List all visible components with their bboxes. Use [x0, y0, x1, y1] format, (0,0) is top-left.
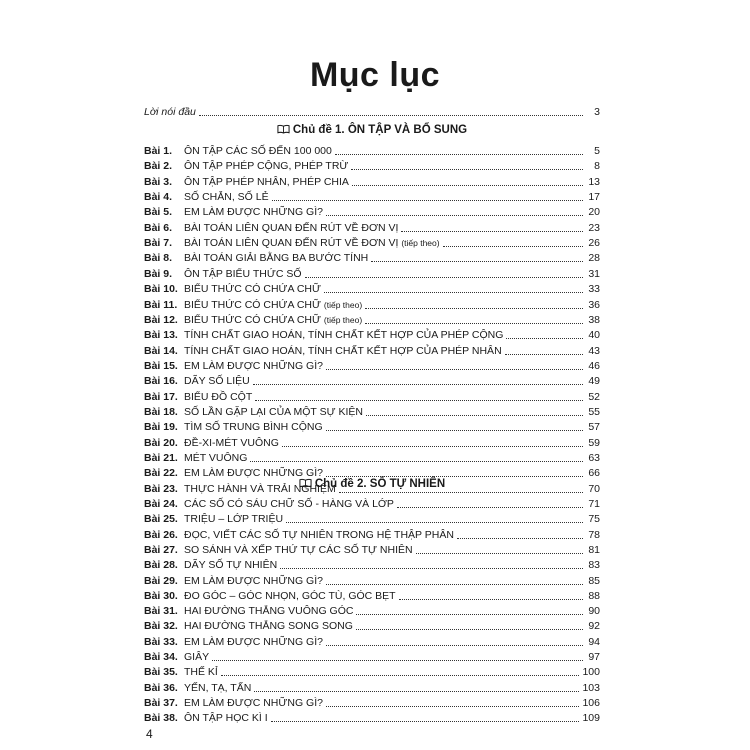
- lesson-page-number: 106: [582, 696, 600, 709]
- lesson-page-number: 46: [588, 359, 600, 372]
- lesson-title-text: THẾ KỈ: [184, 666, 218, 679]
- lesson-title-text: ÔN TẬP PHÉP CỘNG, PHÉP TRỪ: [184, 160, 349, 173]
- lesson-title-text: ÔN TẬP BIỂU THỨC SỐ: [184, 267, 302, 280]
- lesson-title: [184, 237, 440, 249]
- lesson-number: Bài 5.: [144, 206, 173, 219]
- lesson-title-text: BIỂU THỨC CÓ CHỨA CHỮ: [184, 298, 321, 311]
- toc-entry: [144, 603, 600, 617]
- toc-entry: [144, 680, 600, 694]
- lesson-title: [184, 345, 502, 357]
- lesson-number: Bài 33.: [144, 635, 178, 648]
- lesson-title-text: BIỂU ĐỒ CỘT: [184, 390, 253, 403]
- lesson-title-note: (tiếp theo): [323, 314, 363, 325]
- lesson-page-number: 13: [588, 175, 600, 188]
- dot-leader: [305, 277, 584, 278]
- lesson-title: [184, 697, 323, 709]
- dot-leader: [457, 538, 583, 539]
- lesson-title: [184, 176, 349, 188]
- lesson-page-number: 90: [588, 605, 600, 618]
- lesson-page-number: 57: [588, 421, 600, 434]
- lesson-title-text: BIỂU THỨC CÓ CHỨA CHỮ: [184, 313, 321, 326]
- lesson-page-number: 75: [588, 513, 600, 526]
- toc-entry: [144, 511, 600, 525]
- lesson-title-text: BÀI TOÁN LIÊN QUAN ĐẾN RÚT VỀ ĐƠN VỊ: [184, 237, 399, 250]
- toc-entry: [144, 220, 600, 234]
- section-heading-text: Chủ đề 2. SỐ TỰ NHIÊN: [314, 478, 446, 490]
- toc-entry: [144, 189, 600, 203]
- toc-entry: [144, 649, 600, 663]
- lesson-number: Bài 2.: [144, 160, 173, 173]
- lesson-title: [184, 636, 323, 648]
- lesson-title: [184, 682, 251, 694]
- dot-leader: [326, 706, 580, 707]
- lesson-page-number: 20: [588, 206, 600, 219]
- dot-leader: [399, 599, 583, 600]
- lesson-title: [184, 712, 268, 724]
- lesson-number: Bài 38.: [144, 712, 178, 725]
- lesson-title-text: MÉT VUÔNG: [184, 452, 248, 464]
- toc-entry: [144, 174, 600, 188]
- dot-leader: [401, 231, 583, 232]
- lesson-number: Bài 1.: [144, 145, 173, 157]
- lesson-title: [184, 620, 353, 632]
- lesson-title-text: ÔN TẬP PHÉP NHÂN, PHÉP CHIA: [184, 175, 349, 188]
- lesson-page-number: 66: [588, 467, 600, 480]
- dot-leader: [366, 415, 583, 416]
- lesson-page-number: 71: [588, 498, 600, 510]
- dot-leader: [356, 614, 583, 615]
- lesson-title: [184, 544, 413, 556]
- lesson-number: Bài 22.: [144, 467, 178, 480]
- lesson-page-number: 28: [588, 252, 600, 265]
- lesson-number: Bài 34.: [144, 651, 178, 663]
- lesson-title-text: ĐỀ-XI-MÉT VUÔNG: [184, 436, 279, 449]
- toc-entry: [144, 450, 600, 464]
- lesson-page-number: 81: [588, 543, 600, 556]
- toc-entry: [144, 358, 600, 372]
- lesson-title-text: BIỂU THỨC CÓ CHỨA CHỮ: [184, 283, 321, 296]
- lesson-title-note: (tiếp theo): [323, 299, 363, 310]
- lesson-number: Bài 12.: [144, 313, 178, 326]
- page-number: 4: [146, 727, 153, 741]
- lesson-title: [184, 437, 279, 449]
- toc-entry: [144, 250, 600, 264]
- lesson-page-number: 23: [588, 221, 600, 234]
- lesson-title: [184, 559, 277, 571]
- lesson-number: Bài 23.: [144, 482, 178, 495]
- toc-entry: [144, 435, 600, 449]
- lesson-title: [184, 406, 363, 418]
- lesson-page-number: 40: [588, 329, 600, 342]
- lesson-number: Bài 31.: [144, 605, 178, 618]
- lesson-title: [184, 206, 323, 218]
- lesson-number: Bài 28.: [144, 559, 178, 572]
- lesson-number: Bài 4.: [144, 191, 173, 204]
- dot-leader: [335, 154, 583, 155]
- toc-intro-page: 3: [594, 106, 600, 118]
- lesson-title-text: CÁC SỐ CÓ SÁU CHỮ SỐ - HÀNG VÀ LỚP: [184, 498, 394, 510]
- toc-entry: [144, 343, 600, 357]
- dot-leader: [326, 584, 583, 585]
- toc-entry: [144, 312, 600, 326]
- dot-leader: [356, 629, 583, 630]
- toc-entry: [144, 710, 600, 724]
- lesson-number: Bài 10.: [144, 283, 178, 296]
- toc-entry: [144, 664, 600, 678]
- lesson-title: [184, 498, 394, 510]
- lesson-title: [184, 666, 218, 678]
- dot-leader: [352, 185, 583, 186]
- toc-entry: [144, 235, 600, 249]
- toc-entry: [144, 297, 600, 311]
- lesson-title-text: EM LÀM ĐƯỢC NHỮNG GÌ?: [184, 467, 323, 480]
- lesson-page-number: 31: [588, 267, 600, 280]
- lesson-title: [184, 191, 269, 203]
- lesson-title: [184, 651, 209, 663]
- dot-leader: [326, 215, 583, 216]
- lesson-title: [184, 360, 323, 372]
- lesson-number: Bài 21.: [144, 452, 178, 464]
- lesson-page-number: 55: [588, 405, 600, 418]
- lesson-title-text: SỐ CHẴN, SỐ LẺ: [184, 191, 269, 204]
- lesson-number: Bài 19.: [144, 421, 178, 434]
- lesson-number: Bài 9.: [144, 267, 173, 280]
- lesson-title-text: SỐ LẦN GẶP LẠI CỦA MỘT SỰ KIỆN: [184, 405, 363, 418]
- toc-entry: [144, 695, 600, 709]
- dot-leader: [250, 461, 583, 462]
- dot-leader: [326, 430, 583, 431]
- lesson-title: [184, 513, 283, 525]
- lesson-page-number: 33: [588, 283, 600, 296]
- dot-leader: [271, 721, 580, 722]
- lesson-title-text: ĐO GÓC – GÓC NHỌN, GÓC TÙ, GÓC BẸT: [184, 589, 396, 602]
- lesson-title-text: TRIỆU – LỚP TRIỆU: [184, 513, 284, 526]
- lesson-title: [184, 575, 323, 587]
- dot-leader: [326, 645, 583, 646]
- toc-entry: [144, 327, 600, 341]
- toc-entry: [144, 634, 600, 648]
- section-heading: [144, 478, 600, 490]
- lesson-number: Bài 15.: [144, 359, 178, 372]
- toc-entry: [144, 618, 600, 632]
- lesson-page-number: 78: [588, 528, 600, 541]
- dot-leader: [324, 292, 583, 293]
- lesson-title-note: (tiếp theo): [401, 238, 440, 249]
- lesson-number: Bài 18.: [144, 405, 178, 418]
- open-book-icon: [277, 124, 290, 134]
- lesson-number: Bài 14.: [144, 344, 178, 357]
- lesson-title-text: DÃY SỐ LIỆU: [184, 375, 250, 388]
- lesson-page-number: 43: [588, 344, 600, 357]
- lesson-page-number: 100: [582, 666, 600, 679]
- lesson-title: [184, 160, 348, 172]
- lesson-number: Bài 30.: [144, 589, 178, 602]
- lesson-title: [184, 529, 454, 541]
- toc-entry: [144, 542, 600, 556]
- lesson-page-number: 85: [588, 574, 600, 587]
- lesson-page-number: 97: [588, 651, 600, 663]
- dot-leader: [280, 568, 583, 569]
- lesson-number: Bài 35.: [144, 666, 178, 679]
- toc-entry: [144, 158, 600, 172]
- page-title: Mục lục: [309, 56, 441, 94]
- lesson-number: Bài 7.: [144, 237, 173, 250]
- open-book-icon: [299, 478, 312, 488]
- lesson-title-text: DÃY SỐ TỰ NHIÊN: [184, 559, 278, 572]
- lesson-title: [184, 283, 321, 295]
- lesson-number: Bài 16.: [144, 375, 178, 388]
- lesson-number: Bài 36.: [144, 681, 178, 694]
- lesson-title: [184, 252, 368, 264]
- dot-leader: [397, 507, 583, 508]
- lesson-title-text: SO SÁNH VÀ XẾP THỨ TỰ CÁC SỐ TỰ NHIÊN: [184, 543, 413, 556]
- lesson-title: [184, 375, 250, 387]
- lesson-title-text: EM LÀM ĐƯỢC NHỮNG GÌ?: [184, 696, 323, 709]
- dot-leader: [505, 354, 583, 355]
- lesson-page-number: 109: [582, 712, 600, 725]
- lesson-number: Bài 29.: [144, 574, 178, 587]
- toc-entry: [144, 419, 600, 433]
- dot-leader: [253, 384, 583, 385]
- lesson-title-text: TÍNH CHẤT GIAO HOÁN, TÍNH CHẤT KẾT HỢP CỦA PHÉP CỘNG: [184, 329, 504, 342]
- dot-leader: [326, 369, 583, 370]
- lesson-page-number: 5: [594, 145, 600, 157]
- dot-leader: [371, 261, 583, 262]
- dot-leader: [221, 675, 580, 676]
- toc-entry: [144, 404, 600, 418]
- toc-entry: [144, 143, 600, 157]
- dot-leader: [254, 691, 579, 692]
- toc-entry: [144, 588, 600, 602]
- lesson-number: Bài 24.: [144, 498, 178, 510]
- lesson-title: [184, 590, 396, 602]
- dot-leader: [212, 660, 583, 661]
- dot-leader: [255, 400, 583, 401]
- lesson-title: [184, 314, 362, 326]
- lesson-title-text: YẾN, TẠ, TẤN: [184, 681, 252, 694]
- lesson-title: [184, 299, 362, 311]
- lesson-title-text: EM LÀM ĐƯỢC NHỮNG GÌ?: [184, 206, 323, 219]
- lesson-page-number: 83: [588, 559, 600, 572]
- lesson-title-text: HAI ĐƯỜNG THẲNG SONG SONG: [184, 620, 353, 633]
- lesson-page-number: 63: [588, 452, 600, 464]
- lesson-number: Bài 27.: [144, 543, 178, 556]
- lesson-title-text: EM LÀM ĐƯỢC NHỮNG GÌ?: [184, 635, 323, 648]
- lesson-number: Bài 11.: [144, 298, 178, 311]
- dot-leader: [506, 338, 583, 339]
- lesson-number: Bài 3.: [144, 175, 173, 188]
- lesson-number: Bài 13.: [144, 329, 178, 342]
- lesson-number: Bài 32.: [144, 620, 178, 633]
- toc-entry: [144, 373, 600, 387]
- lesson-title-text: ÔN TẬP CÁC SỐ ĐẾN 100 000: [184, 145, 332, 157]
- dot-leader: [286, 522, 583, 523]
- lesson-number: Bài 25.: [144, 513, 178, 526]
- toc-intro-label: Lời nói đầu: [144, 106, 196, 118]
- dot-leader: [199, 115, 583, 116]
- dot-leader: [365, 323, 583, 324]
- lesson-page-number: 94: [588, 635, 600, 648]
- lesson-title: [184, 605, 353, 617]
- lesson-number: Bài 8.: [144, 252, 173, 265]
- dot-leader: [339, 492, 583, 493]
- dot-leader: [351, 169, 583, 170]
- dot-leader: [282, 446, 583, 447]
- lesson-title: [184, 145, 332, 157]
- lesson-title-text: TÌM SỐ TRUNG BÌNH CỘNG: [184, 421, 323, 434]
- lesson-page-number: 59: [588, 436, 600, 449]
- lesson-title-text: EM LÀM ĐƯỢC NHỮNG GÌ?: [184, 574, 323, 587]
- lesson-number: Bài 37.: [144, 696, 178, 709]
- dot-leader: [272, 200, 583, 201]
- lesson-page-number: 36: [588, 298, 600, 311]
- lesson-number: Bài 26.: [144, 528, 178, 541]
- lesson-title: [184, 268, 302, 280]
- lesson-number: Bài 17.: [144, 390, 178, 403]
- toc-entry: [144, 204, 600, 218]
- section-heading: [144, 124, 600, 136]
- dot-leader: [365, 308, 583, 309]
- lesson-title-text: BÀI TOÁN LIÊN QUAN ĐẾN RÚT VỀ ĐƠN VỊ: [184, 221, 399, 234]
- toc-entry: [144, 389, 600, 403]
- lesson-page-number: 92: [588, 620, 600, 633]
- lesson-number: Bài 20.: [144, 436, 178, 449]
- lesson-title-text: TÍNH CHẤT GIAO HOÁN, TÍNH CHẤT KẾT HỢP CỦA PHÉP NHÂN: [184, 344, 502, 357]
- dot-leader: [416, 553, 583, 554]
- lesson-title-text: THỰC HÀNH VÀ TRẢI NGHIỆM: [184, 482, 336, 495]
- toc-entry: [144, 281, 600, 295]
- lesson-title-text: HAI ĐƯỜNG THẲNG VUÔNG GÓC: [184, 605, 354, 618]
- lesson-title: [184, 391, 252, 403]
- lesson-title: [184, 421, 323, 433]
- lesson-page-number: 49: [588, 375, 600, 388]
- lesson-page-number: 8: [594, 160, 600, 173]
- lesson-title: [184, 222, 398, 234]
- lesson-title-text: ÔN TẬP HỌC KÌ I: [184, 712, 268, 725]
- toc-entry: [144, 573, 600, 587]
- section-heading-text: Chủ đề 1. ÔN TẬP VÀ BỔ SUNG: [292, 124, 468, 136]
- toc-entry: [144, 496, 600, 510]
- lesson-page-number: 103: [582, 681, 600, 694]
- lesson-page-number: 70: [588, 482, 600, 495]
- lesson-title-text: BÀI TOÁN GIẢI BẰNG BA BƯỚC TÍNH: [184, 252, 369, 265]
- lesson-title: [184, 452, 247, 464]
- lesson-title: [184, 329, 503, 341]
- lesson-title-text: ĐỌC, VIẾT CÁC SỐ TỰ NHIÊN TRONG HỆ THẬP PHÂN: [184, 528, 454, 541]
- lesson-page-number: 26: [588, 237, 600, 250]
- lesson-number: Bài 6.: [144, 221, 173, 234]
- toc-entry: [144, 527, 600, 541]
- dot-leader: [443, 246, 583, 247]
- lesson-title-text: GIÂY: [184, 651, 210, 663]
- lesson-title-text: EM LÀM ĐƯỢC NHỮNG GÌ?: [184, 359, 323, 372]
- lesson-page-number: 17: [588, 191, 600, 204]
- lesson-page-number: 88: [588, 589, 600, 602]
- lesson-page-number: 52: [588, 390, 600, 403]
- lesson-page-number: 38: [588, 313, 600, 326]
- toc-entry: [144, 557, 600, 571]
- toc-intro-row: [144, 104, 600, 118]
- toc-entry: [144, 266, 600, 280]
